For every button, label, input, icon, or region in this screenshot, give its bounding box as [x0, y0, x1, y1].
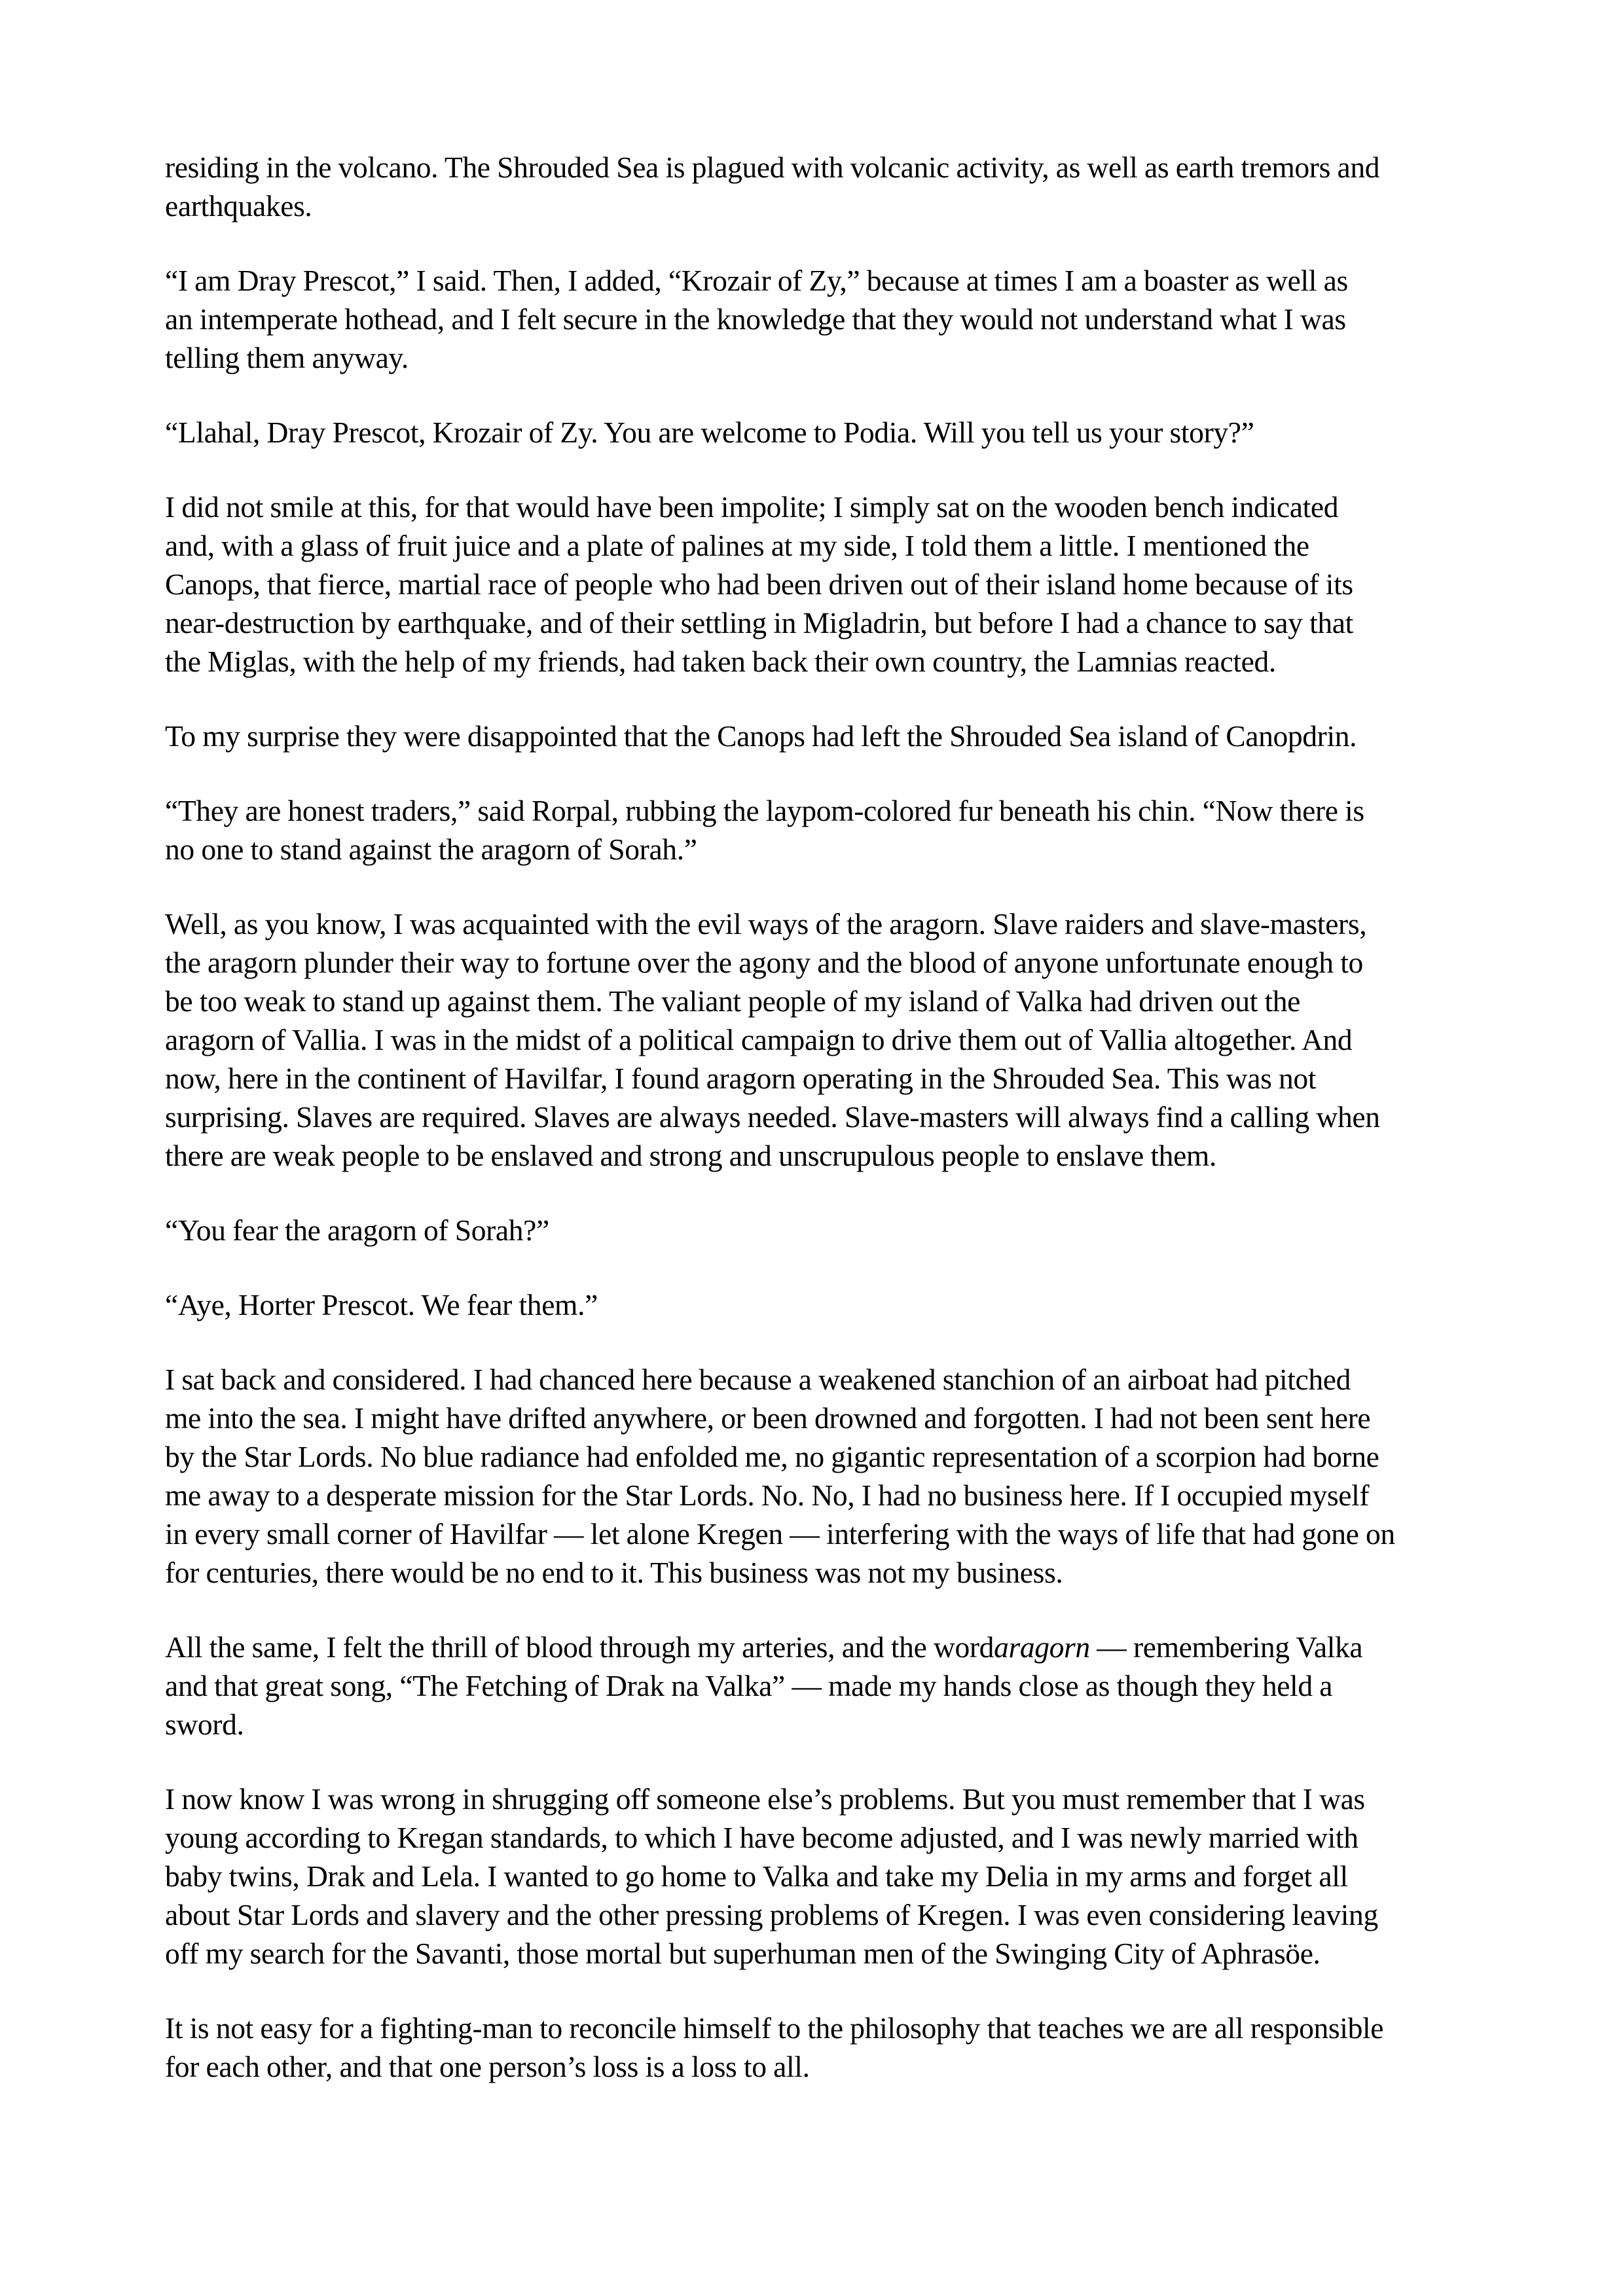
text-line: earthquakes.	[165, 189, 312, 223]
text-segment: — remembering Valka	[1089, 1630, 1363, 1664]
text-line: Canops, that fierce, martial race of people who had been driven out of their island home because of its	[165, 567, 1353, 601]
paragraph-4	[165, 488, 1474, 681]
paragraph-5	[165, 717, 1474, 755]
text-line: To my surprise they were disappointed that the Canops had left the Shrouded Sea island of Canopdrin.	[165, 719, 1357, 753]
text-line: no one to stand against the aragorn of Sorah.”	[165, 833, 697, 866]
paragraph-7	[165, 905, 1474, 1175]
paragraph-9	[165, 1285, 1474, 1324]
text-line: for each other, and that one person’s loss is a loss to all.	[165, 2050, 810, 2083]
text-line: residing in the volcano. The Shrouded Sea is plagued with volcanic activity, as well as earth tremors and	[165, 151, 1380, 184]
text-line: and, with a glass of fruit juice and a plate of palines at my side, I told them a little. I mentioned the	[165, 529, 1309, 562]
text-line: I now know I was wrong in shrugging off someone else’s problems. But you must remember that I was	[165, 1782, 1365, 1816]
paragraph-1	[165, 148, 1474, 225]
text-line: me away to a desperate mission for the Star Lords. No. No, I had no business here. If I occupied myself	[165, 1479, 1370, 1512]
text-line: surprising. Slaves are required. Slaves are always needed. Slave-masters will always find a calling when	[165, 1100, 1380, 1134]
text-line: baby twins, Drak and Lela. I wanted to go home to Valka and take my Delia in my arms and forget all	[165, 1859, 1348, 1893]
text-line: by the Star Lords. No blue radiance had enfolded me, no gigantic representation of a scorpion had borne	[165, 1440, 1379, 1473]
text-line: an intemperate hothead, and I felt secure in the knowledge that they would not understand what I was	[165, 302, 1346, 336]
text-line: It is not easy for a fighting-man to reconcile himself to the philosophy that teaches we are all responsible	[165, 2011, 1384, 2045]
text-segment: All the same, I felt the thrill of blood through my arteries, and the word	[165, 1630, 994, 1664]
italic-word: aragorn	[994, 1630, 1090, 1664]
text-line: Well, as you know, I was acquainted with the evil ways of the aragorn. Slave raiders and slave-masters,	[165, 907, 1367, 941]
paragraph-12	[165, 1780, 1474, 1973]
paragraph-10	[165, 1360, 1474, 1592]
text-line: be too weak to stand up against them. The valiant people of my island of Valka had driven out the	[165, 984, 1301, 1018]
paragraph-13	[165, 2009, 1474, 2086]
text-line: in every small corner of Havilfar — let alone Kregen — interfering with the ways of life that had gone on	[165, 1517, 1395, 1551]
text-line: young according to Kregan standards, to which I have become adjusted, and I was newly married with	[165, 1821, 1359, 1854]
text-line: the Miglas, with the help of my friends, had taken back their own country, the Lamnias reacted.	[165, 645, 1276, 678]
text-line: I sat back and considered. I had chanced here because a weakened stanchion of an airboat had pitched	[165, 1363, 1351, 1396]
text-line: there are weak people to be enslaved and strong and unscrupulous people to enslave them.	[165, 1139, 1216, 1172]
text-line: now, here in the continent of Havilfar, I found aragorn operating in the Shrouded Sea. This was not	[165, 1062, 1317, 1095]
paragraph-11	[165, 1628, 1474, 1744]
text-line: aragorn of Vallia. I was in the midst of a political campaign to drive them out of Vallia altogether. And	[165, 1023, 1353, 1056]
text-line: “Aye, Horter Prescot. We fear them.”	[165, 1288, 598, 1321]
text-line: telling them anyway.	[165, 341, 409, 374]
paragraph-8	[165, 1211, 1474, 1249]
paragraph-6	[165, 791, 1474, 869]
paragraph-2	[165, 261, 1474, 377]
text-line: “They are honest traders,” said Rorpal, rubbing the laypom-colored fur beneath his chin. “Now there is	[165, 794, 1364, 827]
text-line	[165, 1628, 1474, 1666]
body-text	[165, 148, 1474, 2122]
text-line: I did not smile at this, for that would have been impolite; I simply sat on the wooden bench indicated	[165, 490, 1339, 524]
text-line: “You fear the aragorn of Sorah?”	[165, 1213, 549, 1247]
text-line: the aragorn plunder their way to fortune over the agony and the blood of anyone unfortunate enough to	[165, 946, 1363, 979]
text-line: and that great song, “The Fetching of Drak na Valka” — made my hands close as though they held a	[165, 1669, 1333, 1702]
text-line: me into the sea. I might have drifted anywhere, or been drowned and forgotten. I had not been sent here	[165, 1401, 1371, 1435]
text-line: off my search for the Savanti, those mortal but superhuman men of the Swinging City of Aphrasöe.	[165, 1937, 1321, 1970]
paragraph-3	[165, 413, 1474, 452]
text-line: “I am Dray Prescot,” I said. Then, I added, “Krozair of Zy,” because at times I am a boaster as well as	[165, 264, 1348, 297]
text-line: near-destruction by earthquake, and of their settling in Migladrin, but before I had a chance to say that	[165, 606, 1353, 639]
text-line: for centuries, there would be no end to it. This business was not my business.	[165, 1556, 1063, 1589]
text-line: “Llahal, Dray Prescot, Krozair of Zy. You are welcome to Podia. Will you tell us your story?”	[165, 416, 1254, 449]
text-line: sword.	[165, 1708, 244, 1741]
text-line: about Star Lords and slavery and the other pressing problems of Kregen. I was even considering leaving	[165, 1898, 1378, 1931]
